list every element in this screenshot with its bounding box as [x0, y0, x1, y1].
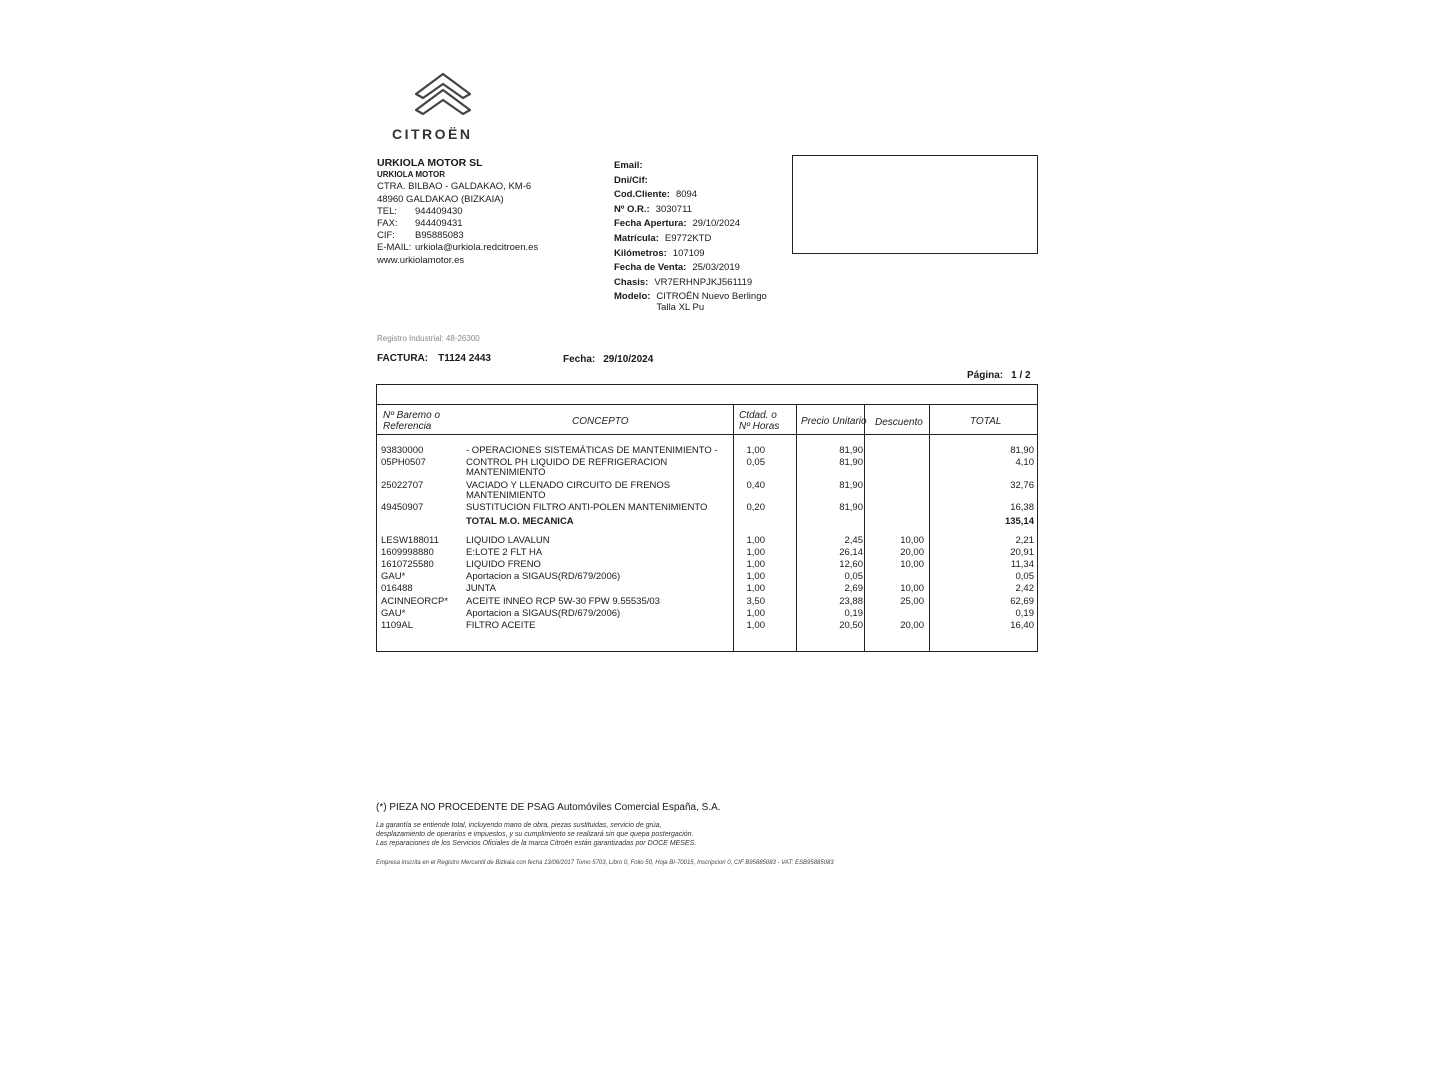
- row-precio: 23,88: [839, 596, 863, 607]
- company-address1: CTRA. BILBAO - GALDAKAO, KM-6: [377, 181, 532, 193]
- client-value: 107109: [672, 247, 705, 259]
- row-precio: 20,50: [839, 620, 863, 631]
- email-value[interactable]: urkiola@urkiola.redcitroen.es: [415, 242, 539, 254]
- column-divider: [929, 404, 930, 651]
- invoice-date: [563, 354, 653, 365]
- row-cantidad: 3,50: [746, 596, 765, 607]
- row-precio: 81,90: [839, 502, 863, 513]
- pagina-value: 1 / 2: [1011, 370, 1031, 381]
- invoice-table: [376, 384, 1038, 652]
- row-concepto: ACEITE INNEO RCP 5W-30 FPW 9.55535/03: [466, 596, 660, 607]
- client-label: Fecha Apertura:: [614, 218, 687, 230]
- row-precio: 0,05: [844, 571, 863, 582]
- row-total: 4,10: [1015, 457, 1034, 468]
- row-concepto: LIQUIDO FRENO: [466, 559, 541, 570]
- footnote-psag: (*) PIEZA NO PROCEDENTE DE PSAG Automóviles Comercial España, S.A.: [376, 802, 721, 813]
- row-descuento: 25,00: [900, 596, 924, 607]
- row-cantidad: 1,00: [746, 571, 765, 582]
- row-concepto: Aportacion a SIGAUS(RD/679/2006): [466, 608, 621, 619]
- row-precio: 26,14: [839, 547, 863, 558]
- client-row: [614, 218, 767, 233]
- row-cantidad: 0,20: [746, 502, 765, 513]
- row-ref: 49450907: [381, 502, 424, 513]
- address-window-box: [792, 155, 1038, 254]
- registro-industrial: Registro Industrial: 48-26300: [377, 334, 480, 343]
- header-descuento: Descuento: [875, 417, 923, 428]
- header-ref: Nº Baremo o Referencia: [383, 410, 441, 432]
- fax-label: FAX:: [377, 218, 398, 230]
- row-precio: 81,90: [839, 457, 863, 468]
- brand-wordmark: CITROËN: [392, 126, 473, 142]
- row-cantidad: 1,00: [746, 620, 765, 631]
- row-precio: 0,19: [844, 608, 863, 619]
- client-row: [614, 160, 767, 175]
- client-row: [614, 204, 767, 219]
- row-total: 81,90: [1010, 445, 1034, 456]
- row-total: 2,42: [1015, 583, 1034, 594]
- factura-value: T1124 2443: [438, 353, 491, 364]
- row-descuento: 20,00: [900, 547, 924, 558]
- client-label: Modelo:: [614, 291, 651, 303]
- row-cantidad: 1,00: [746, 608, 765, 619]
- row-concepto: VACIADO Y LLENADO CIRCUITO DE FRENOS MANTENIMIENTO: [466, 480, 671, 501]
- row-descuento: 10,00: [900, 535, 924, 546]
- row-total: 135,14: [1004, 516, 1034, 527]
- row-total: 16,40: [1010, 620, 1034, 631]
- company-website[interactable]: www.urkiolamotor.es: [377, 254, 465, 266]
- row-total: 11,34: [1010, 559, 1034, 570]
- client-label: Chasis:: [614, 276, 649, 288]
- column-divider: [796, 404, 797, 651]
- client-label: Matrícula:: [614, 232, 659, 244]
- row-ref: 1109AL: [381, 620, 414, 631]
- row-concepto: JUNTA: [466, 583, 496, 594]
- row-ref: 016488: [381, 583, 413, 594]
- client-row: [614, 248, 767, 263]
- email-label: E-MAIL:: [377, 242, 412, 254]
- client-row: [614, 189, 767, 204]
- row-cantidad: 1,00: [746, 547, 765, 558]
- company-address2: 48960 GALDAKAO (BIZKAIA): [377, 193, 504, 205]
- header-precio: Precio Unitario: [801, 416, 867, 427]
- warranty-note: La garantía se entiende total, incluyendo mano de obra, piezas sustituidas, servicio de grúa, desplazamiento de operarios e impuestos, y su cumplimiento se realizará sin que quepa postergación. Las reparaciones de los Servicios Oficiales de la marca Citroën están garantizadas por DOCE MESES.: [376, 822, 697, 847]
- row-cantidad: 0,05: [746, 457, 765, 468]
- row-ref: 1610725580: [381, 559, 434, 570]
- client-label: Dni/Cif:: [614, 174, 648, 186]
- row-descuento: 20,00: [900, 620, 924, 631]
- cif-value: B95885083: [415, 230, 464, 242]
- row-ref: GAU*: [381, 571, 406, 582]
- row-concepto: SUSTITUCION FILTRO ANTI-POLEN MANTENIMIENTO: [466, 502, 708, 513]
- client-value: 8094: [675, 189, 698, 201]
- row-cantidad: 1,00: [746, 559, 765, 570]
- row-precio: 2,69: [844, 583, 863, 594]
- client-value: VR7ERHNPJKJ561119: [654, 276, 753, 288]
- row-precio: 81,90: [839, 445, 863, 456]
- row-concepto: Aportacion a SIGAUS(RD/679/2006): [466, 571, 621, 582]
- row-concepto: CONTROL PH LIQUIDO DE REFRIGERACION MANTENIMIENTO: [466, 457, 668, 478]
- row-ref: GAU*: [381, 608, 406, 619]
- header-concepto: CONCEPTO: [572, 416, 629, 427]
- header-cantidad: Ctdad. o Nº Horas: [739, 410, 780, 432]
- client-value: 3030711: [655, 203, 692, 215]
- client-value: 29/10/2024: [692, 218, 741, 230]
- header-divider: [377, 434, 1037, 435]
- row-concepto: LIQUIDO LAVALUN: [466, 535, 550, 546]
- company-subname: URKIOLA MOTOR: [377, 170, 445, 180]
- row-ref: 05PH0507: [381, 457, 426, 468]
- row-concepto: - OPERACIONES SISTEMÁTICAS DE MANTENIMIENTO -: [466, 445, 718, 456]
- client-row: [614, 233, 767, 248]
- factura-label: FACTURA:: [377, 353, 429, 364]
- tel-value: 944409430: [415, 205, 463, 217]
- row-cantidad: 0,40: [746, 480, 765, 491]
- tel-label: TEL:: [377, 205, 398, 217]
- invoice-number: [377, 353, 491, 364]
- client-value: E9772KTD: [664, 232, 712, 244]
- row-total: 0,19: [1015, 608, 1034, 619]
- cif-label: CIF:: [377, 230, 395, 242]
- row-precio: 12,60: [839, 559, 863, 570]
- row-total: 62,69: [1010, 596, 1034, 607]
- row-ref: LESW188011: [381, 535, 439, 546]
- fax-value: 944409431: [415, 218, 463, 230]
- client-label: Cod.Cliente:: [614, 189, 670, 201]
- row-ref: 25022707: [381, 480, 424, 491]
- table-top-strip: [377, 385, 1037, 405]
- client-info: [614, 160, 767, 314]
- row-precio: 81,90: [839, 480, 863, 491]
- client-row: [614, 262, 767, 277]
- row-cantidad: 1,00: [746, 445, 765, 456]
- registry-note: Empresa inscrita en el Registro Mercantil de Bizkaia con fecha 13/06/2017 Tomo 5703, Libro 0, Folio 50, Hoja BI-70015, Inscripcion 0, CIF B95885083 - VAT: ESB95885083: [376, 860, 834, 866]
- row-total: 32,76: [1010, 480, 1034, 491]
- client-row: [614, 277, 767, 292]
- company-name: URKIOLA MOTOR SL: [377, 157, 483, 169]
- row-concepto: TOTAL M.O. MECANICA: [466, 516, 574, 527]
- row-ref: 93830000: [381, 445, 424, 456]
- row-total: 20,91: [1010, 547, 1034, 558]
- client-label: Fecha de Venta:: [614, 262, 687, 274]
- row-descuento: 10,00: [900, 559, 924, 570]
- row-total: 2,21: [1015, 535, 1034, 546]
- row-concepto: FILTRO ACEITE: [466, 620, 536, 631]
- row-ref: ACINNEORCP*: [381, 596, 449, 607]
- column-divider: [733, 404, 734, 651]
- row-descuento: 10,00: [900, 583, 924, 594]
- client-row: [614, 291, 767, 314]
- fecha-label: Fecha:: [563, 354, 596, 365]
- company-info: [377, 157, 538, 267]
- header-total: TOTAL: [970, 416, 1002, 427]
- row-ref: 1609998880: [381, 547, 434, 558]
- page-indicator: [967, 370, 1031, 381]
- client-label: Kilómetros:: [614, 247, 667, 259]
- column-divider: [864, 404, 865, 651]
- row-cantidad: 1,00: [746, 583, 765, 594]
- client-row: [614, 175, 767, 190]
- row-concepto: E:LOTE 2 FLT HA: [466, 547, 543, 558]
- client-value: 25/03/2019: [692, 262, 740, 274]
- row-precio: 2,45: [844, 535, 863, 546]
- fecha-value: 29/10/2024: [603, 354, 654, 365]
- row-cantidad: 1,00: [746, 535, 765, 546]
- client-label: Email:: [614, 160, 643, 171]
- pagina-label: Página:: [967, 370, 1004, 381]
- client-value: CITROËN Nuevo Berlingo Talla XL Pu: [656, 291, 767, 314]
- client-label: Nº O.R.:: [614, 203, 650, 215]
- row-total: 16,38: [1010, 502, 1034, 513]
- row-total: 0,05: [1015, 571, 1034, 582]
